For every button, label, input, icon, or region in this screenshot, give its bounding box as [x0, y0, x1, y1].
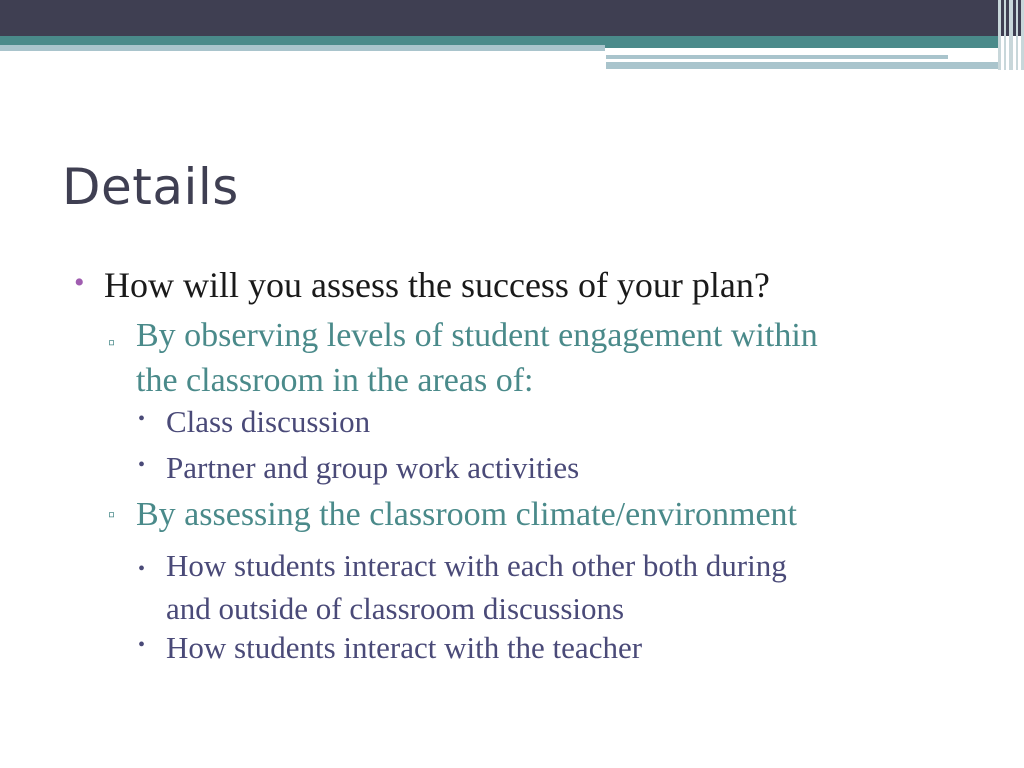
bullet-item: [138, 544, 787, 630]
bullet-text: How will you assess the success of your plan?: [104, 265, 770, 305]
bullet-text: By assessing the classroom climate/environment: [136, 496, 797, 533]
bullet-item: [108, 496, 797, 534]
bullet-text: Partner and group work activities: [166, 450, 580, 485]
bullet-marker: •: [74, 266, 85, 299]
bullet-marker: ▫: [108, 504, 116, 526]
bullet-item: [138, 404, 371, 440]
header-band-light: [0, 45, 605, 51]
bullet-text: Class discussion: [166, 404, 371, 439]
bullet-text: and outside of classroom discussions: [166, 591, 625, 626]
bullet-text: By observing levels of student engagement within: [136, 317, 818, 354]
slide-title: Details: [62, 158, 239, 216]
bullet-marker: •: [138, 558, 146, 580]
bullet-item: [108, 313, 818, 403]
header-accent-line: [606, 55, 948, 59]
bullet-item: [138, 630, 643, 666]
bullet-text: How students interact with the teacher: [166, 630, 643, 665]
bullet-marker: •: [138, 408, 146, 430]
bullet-item: [138, 450, 580, 486]
header-vertical-lines: [994, 0, 1024, 70]
bullet-item: [74, 264, 770, 306]
header-band-dark: [0, 0, 1024, 36]
bullet-marker: ▫: [108, 332, 116, 354]
bullet-text: How students interact with each other both during: [166, 548, 787, 583]
bullet-marker: •: [138, 454, 146, 476]
bullet-text: the classroom in the areas of:: [136, 362, 534, 399]
bullet-marker: •: [138, 634, 146, 656]
header-accent-line: [606, 62, 1000, 69]
